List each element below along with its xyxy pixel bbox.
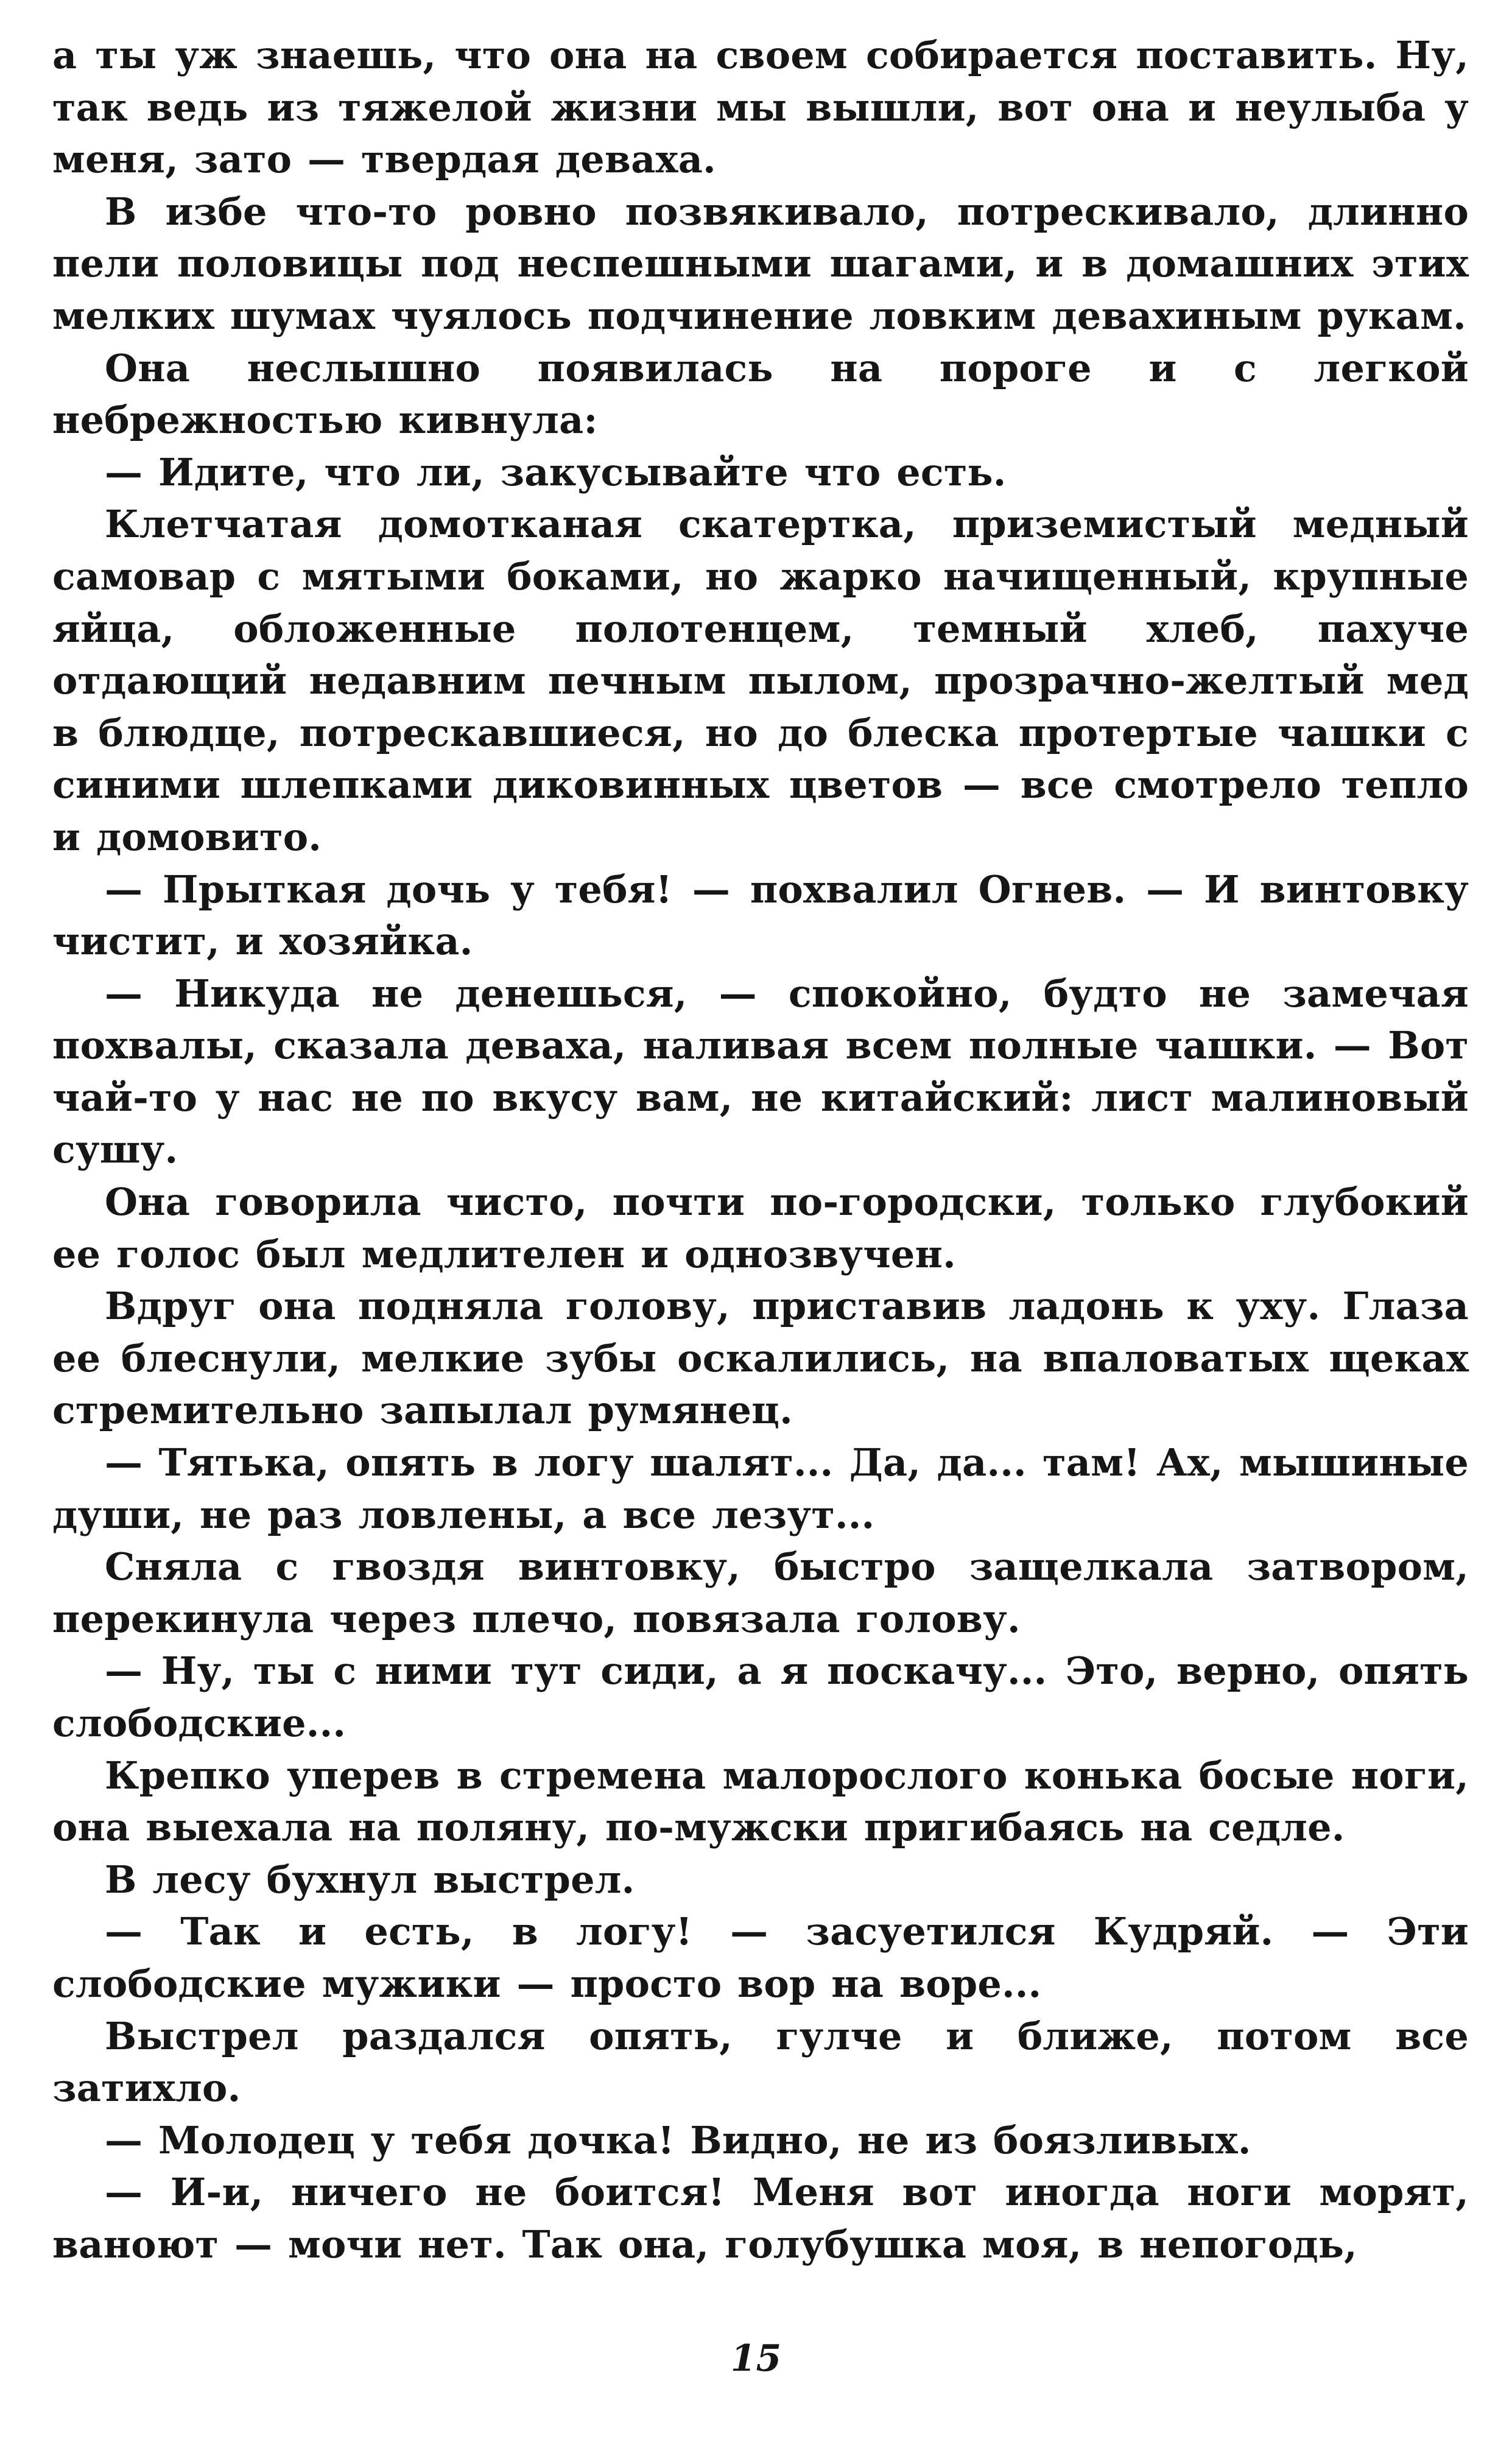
paragraph-12: — Ну, ты с ними тут сиди, а я поскачу... Это, верно, опять слободские... bbox=[52, 1649, 1469, 1745]
paragraph-14: В лесу бухнул выстрел. bbox=[105, 1857, 635, 1902]
paragraph-15: — Так и есть, в логу! — засуетился Кудряй. — Эти слободские мужики — просто вор на воре... bbox=[52, 1909, 1469, 2006]
page-body bbox=[52, 29, 1469, 2271]
paragraph-18: — И-и, ничего не боится! Меня вот иногда ноги морят, ваноют — мочи нет. Так она, голубушка моя, в непогодь, bbox=[52, 2170, 1469, 2267]
paragraph-3: Она неслышно появилась на пороге и с легкой небрежностью кивнула: bbox=[52, 345, 1469, 443]
paragraph-2: В избе что-то ровно позвякивало, потрескивало, длинно пели половицы под неспешными шагами, и в домашних этих мелких шумах чуялось подчинение ловким девахиным рукам. bbox=[52, 189, 1469, 338]
page-number: 15 bbox=[730, 2337, 782, 2380]
paragraph-9: Вдруг она подняла голову, приставив ладонь к уху. Глаза ее блеснули, мелкие зубы оскалились, на впаловатых щеках стремительно запылал румянец. bbox=[52, 1284, 1469, 1433]
paragraph-1: а ты уж знаешь, что она на своем собирается поставить. Ну, так ведь из тяжелой жизни мы вышли, вот она и неулыба у меня, зато — твердая деваха. bbox=[52, 33, 1469, 182]
paragraph-16: Выстрел раздался опять, гулче и ближе, потом все затихло. bbox=[52, 2013, 1469, 2111]
paragraph-7: — Никуда не денешься, — спокойно, будто не замечая похвалы, сказала деваха, наливая всем полные чашки. — Вот чай-то у нас не по вкусу вам, не китайский: лист малиновый сушу. bbox=[52, 971, 1469, 1172]
paragraph-5: Клетчатая домотканая скатертка, приземистый медный самовар с мятыми боками, но жарко начищенный, крупные яйца, обложенные полотенцем, темный хлеб, пахуче отдающий недавним печным пылом, прозрачно-желтый мед в блюдце, потрескавшиеся, но до блеска протертые чашки с синими шлепками диковинных цветов — все смотрело тепло и домовито. bbox=[52, 502, 1469, 859]
paragraph-17: — Молодец у тебя дочка! Видно, не из боязливых. bbox=[105, 2117, 1251, 2162]
paragraph-11: Сняла с гвоздя винтовку, быстро защелкала затвором, перекинула через плечо, повязала голову. bbox=[52, 1544, 1469, 1641]
paragraph-6: — Прыткая дочь у тебя! — похвалил Огнев. — И винтовку чистит, и хозяйка. bbox=[52, 867, 1469, 964]
paragraph-13: Крепко уперев в стремена малорослого конька босые ноги, она выехала на поляну, по-мужски пригибаясь на седле. bbox=[52, 1753, 1469, 1850]
paragraph-4: — Идите, что ли, закусывайте что есть. bbox=[105, 449, 1007, 494]
paragraph-8: Она говорила чисто, почти по-городски, только глубокий ее голос был медлителен и однозвучен. bbox=[52, 1180, 1469, 1276]
paragraph-10: — Тятька, опять в логу шалят... Да, да... там! Ах, мышиные души, не раз ловлены, а все лезут... bbox=[52, 1440, 1469, 1537]
